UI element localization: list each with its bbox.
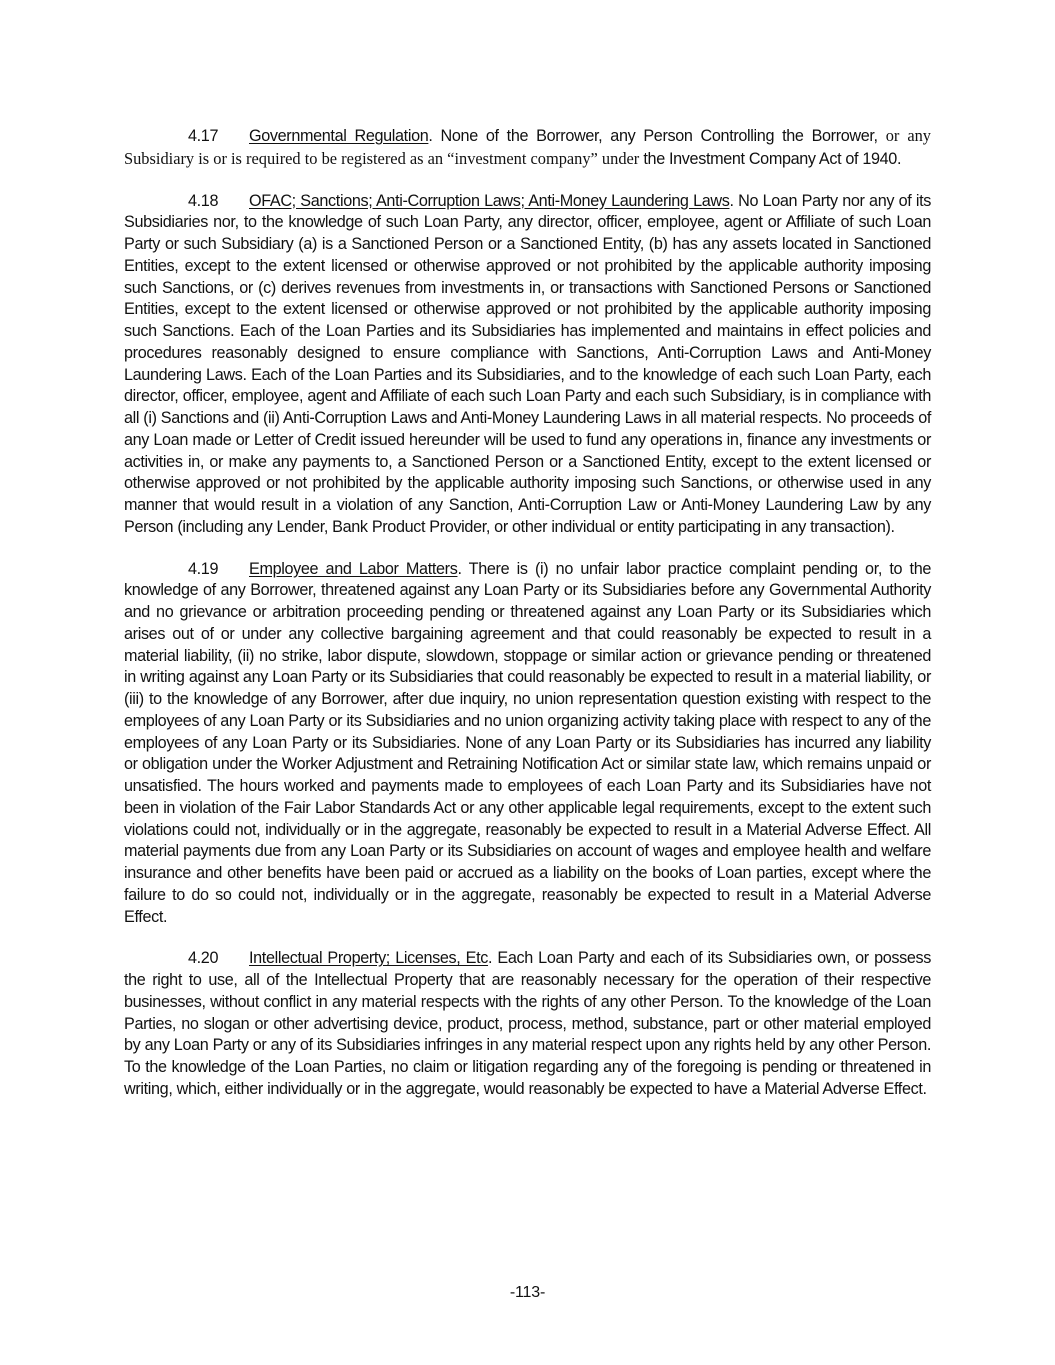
section-heading: Governmental Regulation	[249, 127, 429, 145]
page-number: -113-	[509, 1284, 546, 1301]
section-heading: Employee and Labor Matters	[249, 559, 458, 578]
document-page	[124, 125, 931, 1121]
section-serif-text: or any Subsidiary is or is required to be registered as an “investment company” under	[124, 126, 932, 168]
section-heading: Intellectual Property; Licenses, Etc	[249, 949, 489, 968]
section-4-19	[124, 559, 931, 929]
section-heading: OFAC; Sanctions; Anti-Corruption Laws; Anti-Money Laundering Laws	[249, 191, 730, 210]
section-4-17	[124, 125, 931, 171]
section-lead-text: . None of the Borrower, any Person Controlling the Borrower,	[428, 127, 886, 145]
section-body-text: . No Loan Party nor any of its Subsidiaries nor, to the knowledge of such Loan Party, any director, officer, employee, agent or Affiliate of such Loan Party or such Subsidiary (a) is a Sanctioned Person or a Sanctioned Entity, (b) has any assets located in Sanctioned Entities, except to the extent licensed or otherwise approved or not prohibited by the applicable authority imposing such Sanctions, or (c) derives revenues from investments in, or transactions with Sanctioned Persons or Sanctioned Entities, except to the extent licensed or otherwise approved or not prohibited by the applicable authority imposing such Sanctions. Each of the Loan Parties and its Subsidiaries has implemented and maintains in effect policies and procedures reasonably designed to ensure compliance with Sanctions, Anti-Corruption Laws and Anti-Money Laundering Laws. Each of the Loan Parties and its Subsidiaries, and to the knowledge of each such Loan Party, each director, officer, employee, agent and Affiliate of each such Loan Party and each such Subsidiary, is in compliance with all (i) Sanctions and (ii) Anti-Corruption Laws and Anti-Money Laundering Laws in all material respects. No proceeds of any Loan made or Letter of Credit issued hereunder will be used to fund any operations in, finance any investments or activities in, or make any payments to, a Sanctioned Person or a Sanctioned Entity, except to the extent licensed or otherwise approved or not prohibited by the applicable authority imposing such Sanctions, or otherwise used in any manner that would result in a violation of any Sanction, Anti-Corruption Law or Anti-Money Laundering Law by any Person (including any Lender, Bank Product Provider, or other individual or entity participating in any transaction).	[124, 191, 931, 536]
section-4-18	[124, 191, 931, 539]
section-number: 4.19	[188, 559, 219, 578]
section-body-text: . There is (i) no unfair labor practice complaint pending or, to the knowledge of any Borrower, threatened against any Loan Party or its Subsidiaries before any Governmental Authority and no grievance or arbitration proceeding pending or threatened against any Loan Party or its Subsidiaries which arises out of or under any collective bargaining agreement and that could reasonably be expected to result in a material liability, (ii) no strike, labor dispute, slowdown, stoppage or similar action or grievance pending or threatened in writing against any Loan Party or its Subsidiaries that could reasonably be expected to result in a material liability, or (iii) to the knowledge of any Borrower, after due inquiry, no union representation question existing with respect to the employees of any Loan Party or its Subsidiaries and no union organizing activity taking place with respect to any of the employees of any Loan Party or its Subsidiaries. None of any Loan Party or its Subsidiaries has incurred any liability or obligation under the Worker Adjustment and Retraining Notification Act or similar state law, which remains unpaid or unsatisfied. The hours worked and payments made to employees of each Loan Party and its Subsidiaries have not been in violation of the Fair Labor Standards Act or any other applicable legal requirements, except to the extent such violations could not, individually or in the aggregate, reasonably be expected to result in a Material Adverse Effect. All material payments due from any Loan Party or its Subsidiaries on account of wages and employee health and welfare insurance and other benefits have been paid or accrued as a liability on the books of Loan parties, except where the failure to do so could not, individually or in the aggregate, reasonably be expected to result in a Material Adverse Effect.	[124, 559, 931, 926]
section-number: 4.18	[188, 191, 219, 210]
section-number: 4.17	[188, 127, 219, 145]
section-number: 4.20	[188, 949, 219, 968]
section-4-20	[124, 948, 931, 1100]
section-body-text: . Each Loan Party and each of its Subsidiaries own, or possess the right to use, all of the Intellectual Property that are reasonably necessary for the operation of their respective businesses, without conflict in any material respects with the rights of any other Person. To the knowledge of the Loan Parties, no slogan or other advertising device, product, process, method, substance, part or other material employed by any Loan Party or any of its Subsidiaries infringes in any material respect upon any rights held by any other Person. To the knowledge of the Loan Parties, no claim or litigation regarding any of the foregoing is pending or threatened in writing, which, either individually or in the aggregate, would reasonably be expected to have a Material Adverse Effect.	[124, 949, 932, 1098]
section-body-text: the Investment Company Act of 1940.	[639, 149, 902, 168]
